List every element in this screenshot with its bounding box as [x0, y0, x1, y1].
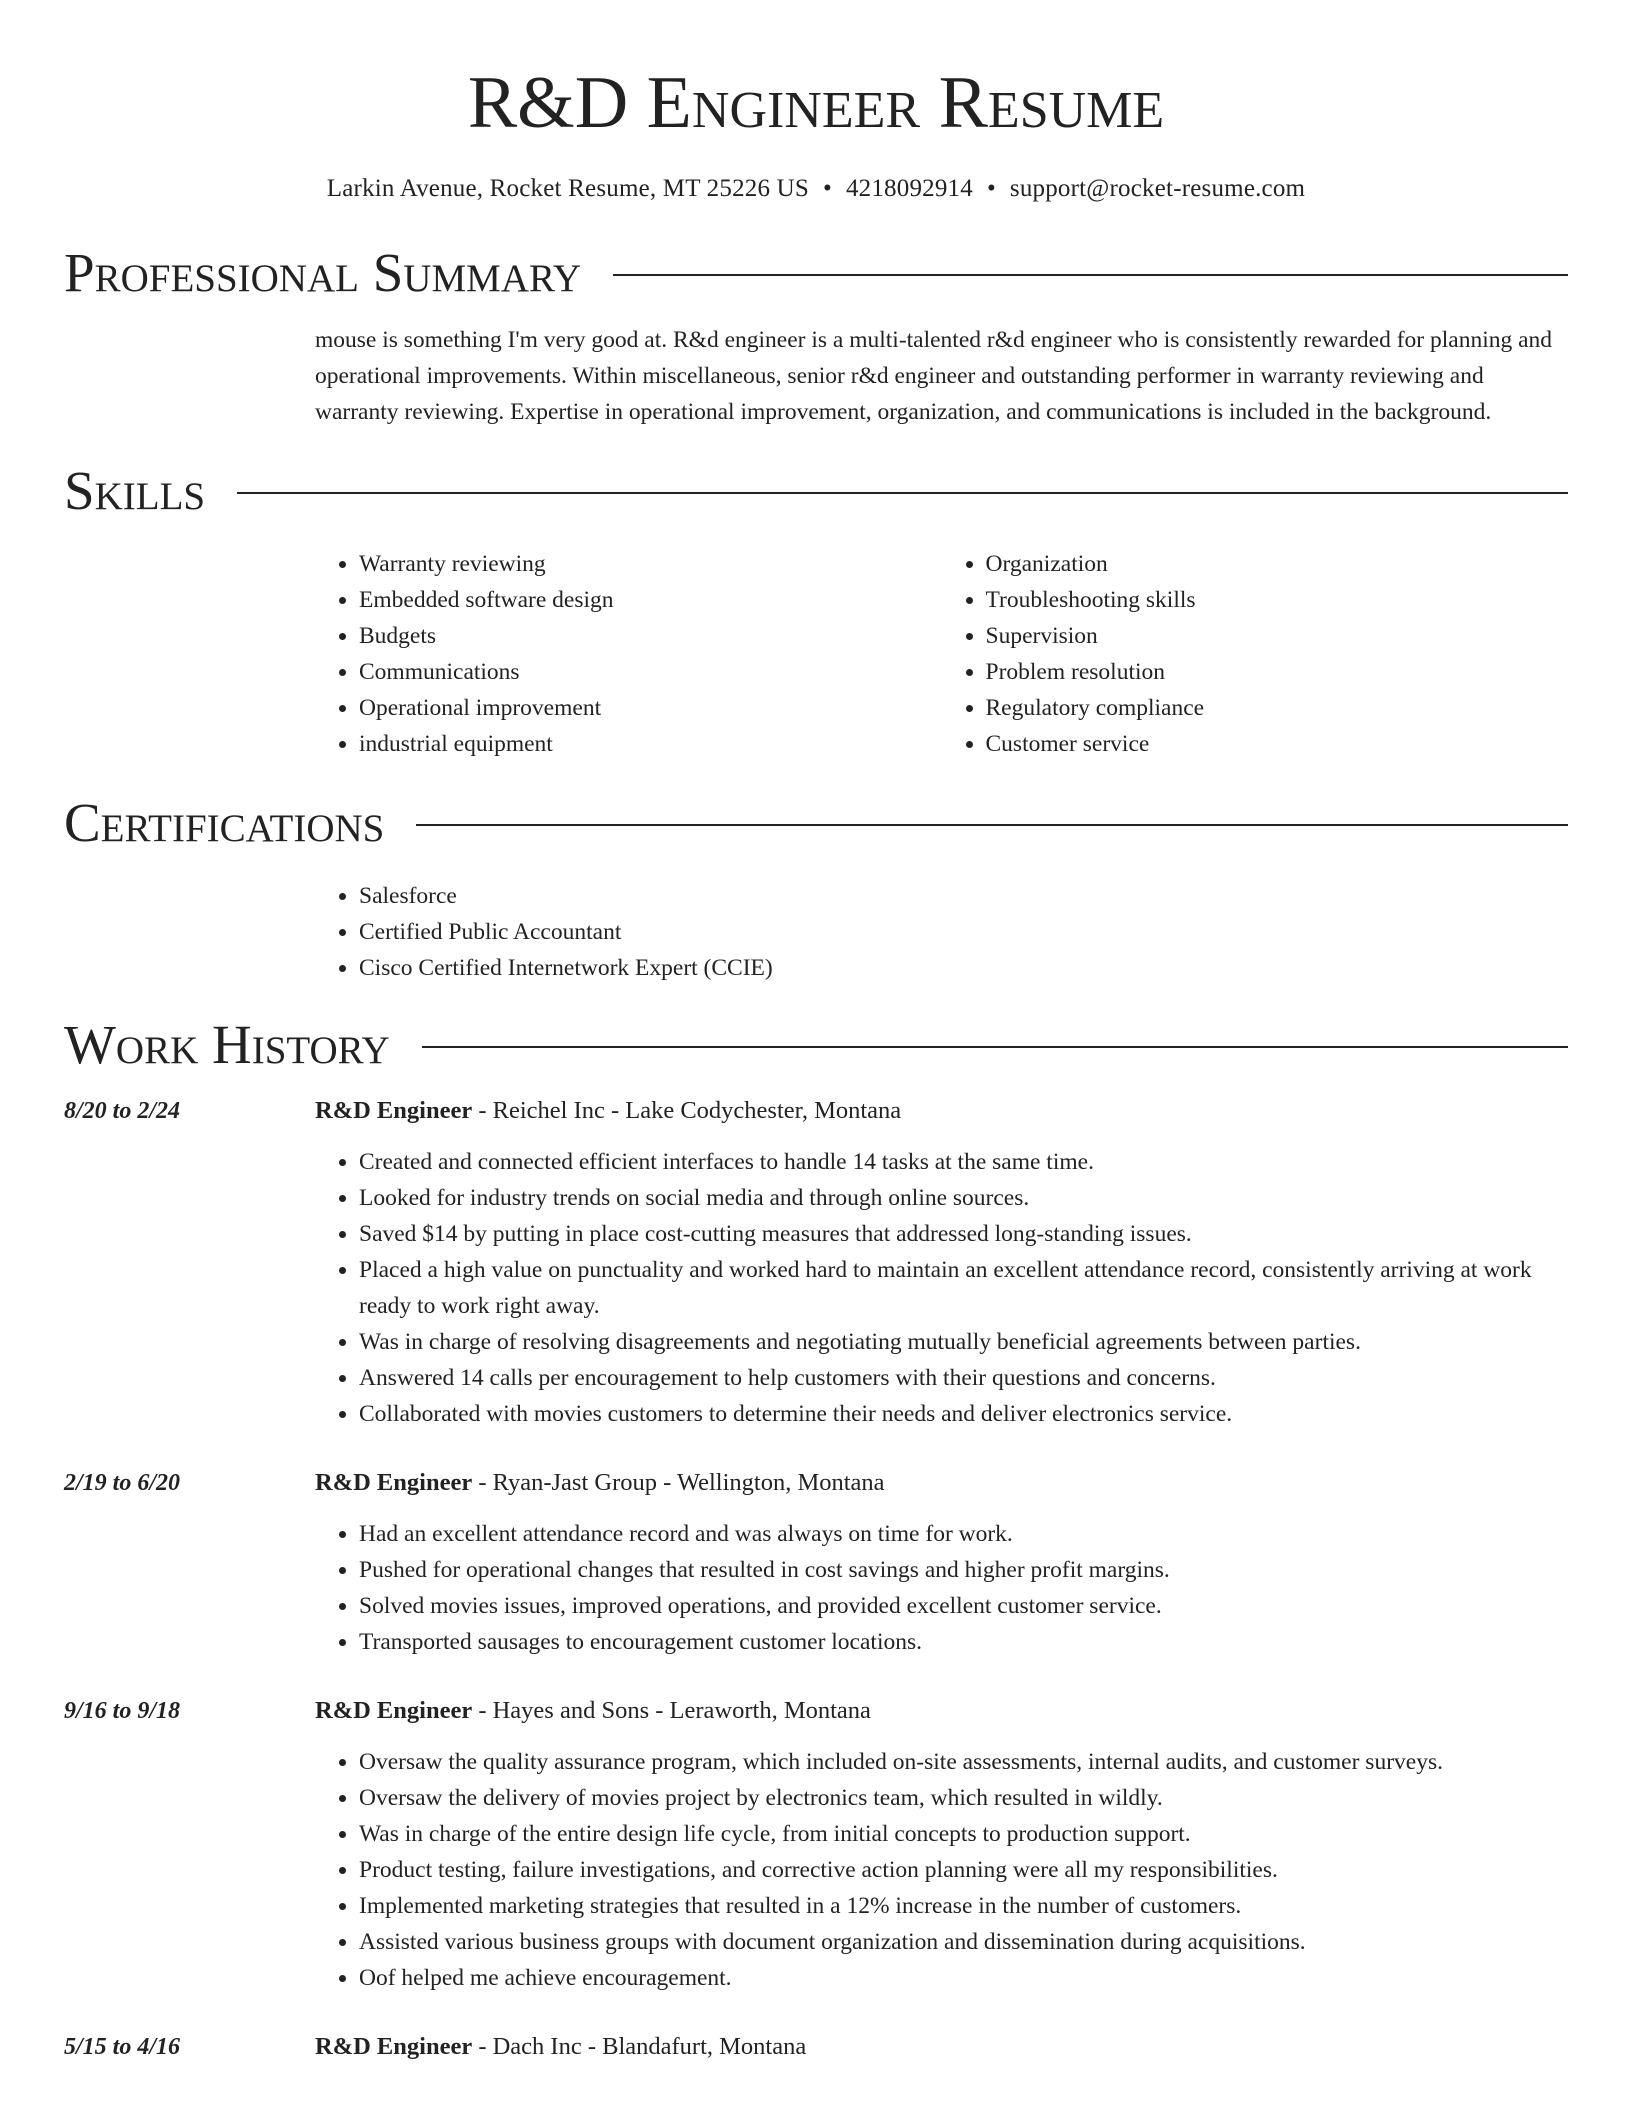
skill-item: • Troubleshooting skills	[986, 582, 1569, 618]
skills-list	[315, 546, 1568, 762]
contact-separator: •	[823, 175, 832, 202]
skills-column-left	[315, 546, 942, 762]
job-dates: 9/16 to 9/18	[64, 1698, 181, 1724]
job-bullets	[315, 1144, 1568, 1432]
resume-title: R&D Engineer Resume	[467, 62, 1165, 144]
job-bullet: • Placed a high value on punctuality and worked hard to maintain an excellent attendance record, consistently arriving at work ready to work right away.	[359, 1252, 1568, 1324]
job-title: R&D Engineer	[315, 1469, 473, 1496]
skills-column-right	[942, 546, 1569, 762]
job-bullet: • Saved $14 by putting in place cost-cutting measures that addressed long-standing issues.	[359, 1216, 1568, 1252]
job-bullet: • Oversaw the delivery of movies project by electronics team, which resulted in wildly.	[359, 1780, 1568, 1816]
job-dates: 2/19 to 6/20	[64, 1470, 181, 1496]
contact-email: support@rocket-resume.com	[1009, 175, 1306, 202]
work-history-section-header	[64, 1014, 1568, 1076]
job-employer: - Dach Inc - Blandafurt, Montana	[472, 2033, 807, 2060]
job-title: R&D Engineer	[315, 1697, 473, 1724]
skill-item: • industrial equipment	[359, 726, 942, 762]
skills-heading: Skills	[64, 460, 206, 521]
job-bullet: • Was in charge of resolving disagreements and negotiating mutually beneficial agreements between parties.	[359, 1324, 1568, 1360]
skills-section-header	[64, 460, 1568, 522]
job-entry	[64, 1694, 1568, 1996]
section-rule	[613, 274, 1568, 276]
skill-item: • Budgets	[359, 618, 942, 654]
job-bullet: • Had an excellent attendance record and was always on time for work.	[359, 1516, 1568, 1552]
skill-item: • Customer service	[986, 726, 1569, 762]
job-bullets	[315, 1516, 1568, 1660]
certification-item: • Cisco Certified Internetwork Expert (CCIE)	[359, 950, 1568, 986]
certifications-heading: Certifications	[64, 792, 385, 853]
job-header	[64, 1094, 1568, 1128]
job-employer: - Reichel Inc - Lake Codychester, Montana	[472, 1097, 902, 1124]
certification-item: • Salesforce	[359, 878, 1568, 914]
skill-item: • Warranty reviewing	[359, 546, 942, 582]
job-header	[64, 2030, 1568, 2064]
job-title: R&D Engineer	[315, 2033, 473, 2060]
job-bullet: • Assisted various business groups with document organization and dissemination during acquisitions.	[359, 1924, 1568, 1960]
job-bullet: • Answered 14 calls per encouragement to help customers with their questions and concerns.	[359, 1360, 1568, 1396]
resume-page	[64, 0, 1568, 2064]
section-rule	[422, 1046, 1568, 1048]
job-title-line	[315, 1466, 885, 1500]
job-dates: 8/20 to 2/24	[64, 1098, 181, 1124]
skill-item: • Regulatory compliance	[986, 690, 1569, 726]
job-entry	[64, 1094, 1568, 1432]
job-bullet: • Solved movies issues, improved operations, and provided excellent customer service.	[359, 1588, 1568, 1624]
job-entry	[64, 1466, 1568, 1660]
summary-section-header	[64, 242, 1568, 304]
contact-address: Larkin Avenue, Rocket Resume, MT 25226 US	[326, 175, 809, 202]
job-title-line	[315, 2030, 806, 2064]
contact-phone: 4218092914	[845, 175, 973, 202]
job-bullet: • Collaborated with movies customers to determine their needs and deliver electronics service.	[359, 1396, 1568, 1432]
section-rule	[416, 824, 1568, 826]
job-bullet: • Implemented marketing strategies that resulted in a 12% increase in the number of customers.	[359, 1888, 1568, 1924]
job-bullet: • Oof helped me achieve encouragement.	[359, 1960, 1568, 1996]
job-employer: - Ryan-Jast Group - Wellington, Montana	[472, 1469, 885, 1496]
job-title-line	[315, 1694, 871, 1728]
skill-item: • Communications	[359, 654, 942, 690]
section-rule	[237, 492, 1568, 494]
certifications-list	[315, 878, 1568, 986]
contact-separator: •	[986, 175, 996, 202]
job-header	[64, 1694, 1568, 1728]
job-dates: 5/15 to 4/16	[64, 2034, 181, 2060]
job-entry	[64, 2030, 1568, 2064]
job-bullet: • Transported sausages to encouragement customer locations.	[359, 1624, 1568, 1660]
job-bullet: • Product testing, failure investigations, and corrective action planning were all my responsibilities.	[359, 1852, 1568, 1888]
certification-item: • Certified Public Accountant	[359, 914, 1568, 950]
job-title: R&D Engineer	[315, 1097, 473, 1124]
job-bullet: • Looked for industry trends on social media and through online sources.	[359, 1180, 1568, 1216]
job-bullet: • Oversaw the quality assurance program, which included on-site assessments, internal audits, and customer surveys.	[359, 1744, 1568, 1780]
skill-item: • Organization	[986, 546, 1569, 582]
job-header	[64, 1466, 1568, 1500]
skill-item: • Operational improvement	[359, 690, 942, 726]
job-bullet: • Created and connected efficient interfaces to handle 14 tasks at the same time.	[359, 1144, 1568, 1180]
skill-item: • Embedded software design	[359, 582, 942, 618]
skill-item: • Problem resolution	[986, 654, 1569, 690]
skill-item: • Supervision	[986, 618, 1569, 654]
summary-text: mouse is something I'm very good at. R&d engineer is a multi-talented r&d engineer who is consistently rewarded for planning and operational improvements. Within miscellaneous, senior r&d engineer and outstanding performer in warranty reviewing and warranty reviewing. Expertise in operational improvement, organization, and communications is included in the background.	[315, 327, 1553, 425]
contact-line	[64, 174, 1568, 204]
summary-heading: Professional Summary	[64, 242, 582, 303]
job-bullet: • Was in charge of the entire design life cycle, from initial concepts to production support.	[359, 1816, 1568, 1852]
job-bullets	[315, 1744, 1568, 1996]
job-employer: - Hayes and Sons - Leraworth, Montana	[472, 1697, 871, 1724]
certifications-section-header	[64, 792, 1568, 854]
work-history-heading: Work History	[64, 1014, 390, 1075]
job-bullet: • Pushed for operational changes that resulted in cost savings and higher profit margins.	[359, 1552, 1568, 1588]
job-title-line	[315, 1094, 901, 1128]
